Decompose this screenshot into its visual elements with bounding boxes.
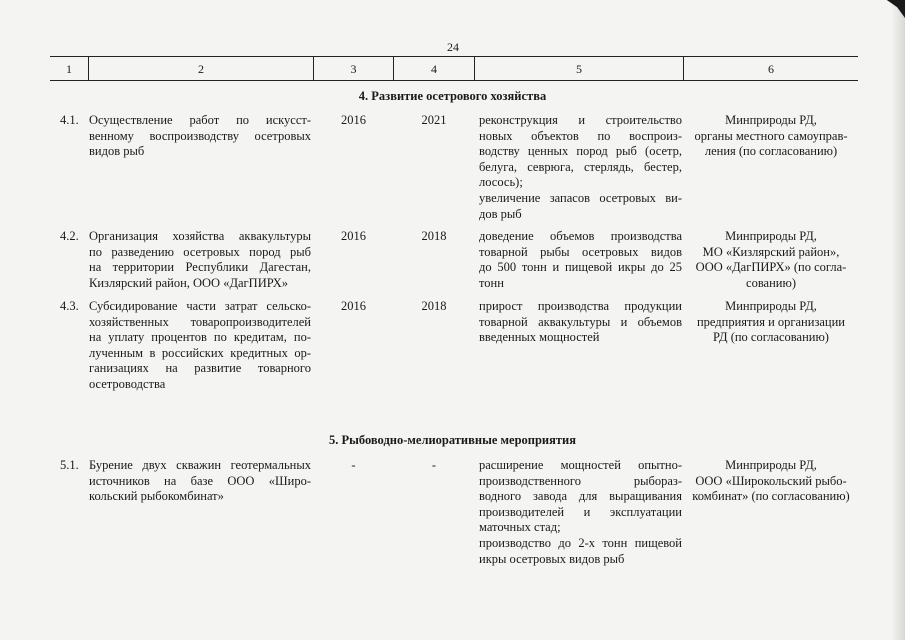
header-col-3: 3	[350, 62, 357, 76]
executor-line: Минприроды РД,	[725, 229, 817, 243]
result-line: маточных стад;	[479, 520, 561, 535]
end-year: 2018	[421, 299, 447, 313]
result-line: производство до 2-х тонн пищевой	[479, 535, 682, 550]
action-line: Осуществление работ по искусст-	[89, 113, 311, 127]
action-line: Кизлярский район, ООО «ДагПИРХ»	[89, 275, 289, 290]
action-line: осетроводства	[89, 376, 166, 391]
row-number: 4.1.	[60, 113, 79, 127]
result-line: икры осетровых видов рыб	[479, 551, 625, 566]
result-line: водного завода для выращивания	[479, 489, 682, 504]
result-line: реконструкция и строительство	[479, 113, 682, 127]
page-number: 24	[447, 40, 459, 54]
header-col-6: 6	[768, 62, 774, 76]
action-line: ганизациях на развитие товарного	[89, 361, 311, 376]
row-number: 5.1.	[60, 458, 79, 472]
executor-line: МО «Кизлярский район»,	[702, 244, 840, 259]
end-year: -	[431, 458, 437, 472]
result-line: введенных мощностей	[479, 330, 600, 345]
action-line: кольский рыбокомбинат»	[89, 489, 224, 504]
result-line: товарной аквакультуры и объемов	[479, 314, 682, 329]
start-year: 2016	[341, 299, 366, 313]
end-year: 2018	[421, 229, 447, 243]
start-year: -	[351, 458, 356, 472]
result-cell	[479, 458, 682, 567]
scan-shadow-edge	[891, 0, 905, 640]
row-number: 4.3.	[60, 299, 79, 313]
action-line: на территории Республики Дагестан,	[89, 260, 311, 275]
executor-cell	[684, 229, 858, 291]
start-year: 2016	[341, 113, 366, 127]
executor-line: ООО «Широкольский рыбо-	[695, 473, 847, 488]
executor-line: Минприроды РД,	[725, 113, 817, 127]
executor-line: сованию)	[746, 275, 796, 290]
result-line: тонн	[479, 275, 504, 290]
executor-line: ООО «ДагПИРХ» (по согла-	[695, 260, 847, 275]
executor-cell	[684, 458, 858, 505]
action-line: лученным в российских кредитных ор-	[89, 345, 311, 360]
header-col-2: 2	[198, 62, 204, 76]
result-line: белуга, севрюга, стерлядь, бестер,	[479, 159, 682, 174]
executor-line: Минприроды РД,	[725, 299, 817, 313]
action-line: венному воспроизводству осетровых	[89, 128, 311, 143]
header-col-1: 1	[66, 62, 72, 76]
action-cell	[89, 299, 311, 393]
action-cell	[89, 458, 311, 505]
result-line: дов рыб	[479, 206, 522, 221]
executor-line: ления (по согласованию)	[704, 144, 838, 159]
executor-line: Минприроды РД,	[725, 458, 817, 472]
result-line: новых объектов по воспроиз-	[479, 128, 682, 143]
executor-line: РД (по согласованию)	[713, 330, 829, 345]
executor-line: органы местного самоуправ-	[694, 128, 848, 143]
result-line: доведение объемов производства	[479, 229, 682, 243]
result-line: водству ценных пород рыб (осетр,	[479, 144, 682, 159]
action-line: Организация хозяйства аквакультуры	[89, 229, 311, 243]
executor-line: предприятия и организации	[696, 314, 845, 329]
result-line: до 500 тонн и пищевой икры до 25	[479, 260, 682, 275]
start-year: 2016	[341, 229, 366, 243]
action-line: Бурение двух скважин геотермальных	[89, 458, 311, 472]
result-line: лосось);	[479, 175, 523, 190]
executor-line: комбинат» (по согласованию)	[692, 489, 850, 504]
result-line: товарной рыбы осетровых видов	[479, 244, 682, 259]
executor-cell	[684, 113, 858, 160]
table-header-bottom-border	[50, 80, 858, 81]
row-number: 4.2.	[60, 229, 79, 243]
result-line: расширение мощностей опытно-	[479, 458, 682, 472]
result-cell	[479, 113, 682, 222]
action-line: хозяйственных товаропроизводителей	[89, 314, 311, 329]
header-col-5: 5	[576, 62, 582, 76]
action-line: источников на базе ООО «Широ-	[89, 473, 311, 488]
action-cell	[89, 229, 311, 291]
action-line: Субсидирование части затрат сельско-	[89, 299, 311, 313]
result-line: прирост производства продукции	[479, 299, 682, 313]
action-line: видов рыб	[89, 144, 145, 159]
result-cell	[479, 229, 682, 291]
action-cell	[89, 113, 311, 160]
result-cell	[479, 299, 682, 346]
executor-cell	[684, 299, 858, 346]
action-line: на уплату процентов по кредитам, по-	[89, 330, 311, 345]
result-line: производственного рыбораз-	[479, 473, 682, 488]
table-top-border	[50, 56, 858, 57]
header-col-4: 4	[431, 62, 437, 76]
result-line: увеличение запасов осетровых ви-	[479, 190, 682, 205]
action-line: по разведению осетровых пород рыб	[89, 244, 311, 259]
result-line: производителей и эксплуатации	[479, 504, 682, 519]
section-title-4: 4. Развитие осетрового хозяйства	[358, 89, 547, 103]
section-title-5: 5. Рыбоводно-мелиоративные мероприятия	[328, 433, 577, 447]
end-year: 2021	[421, 113, 447, 127]
